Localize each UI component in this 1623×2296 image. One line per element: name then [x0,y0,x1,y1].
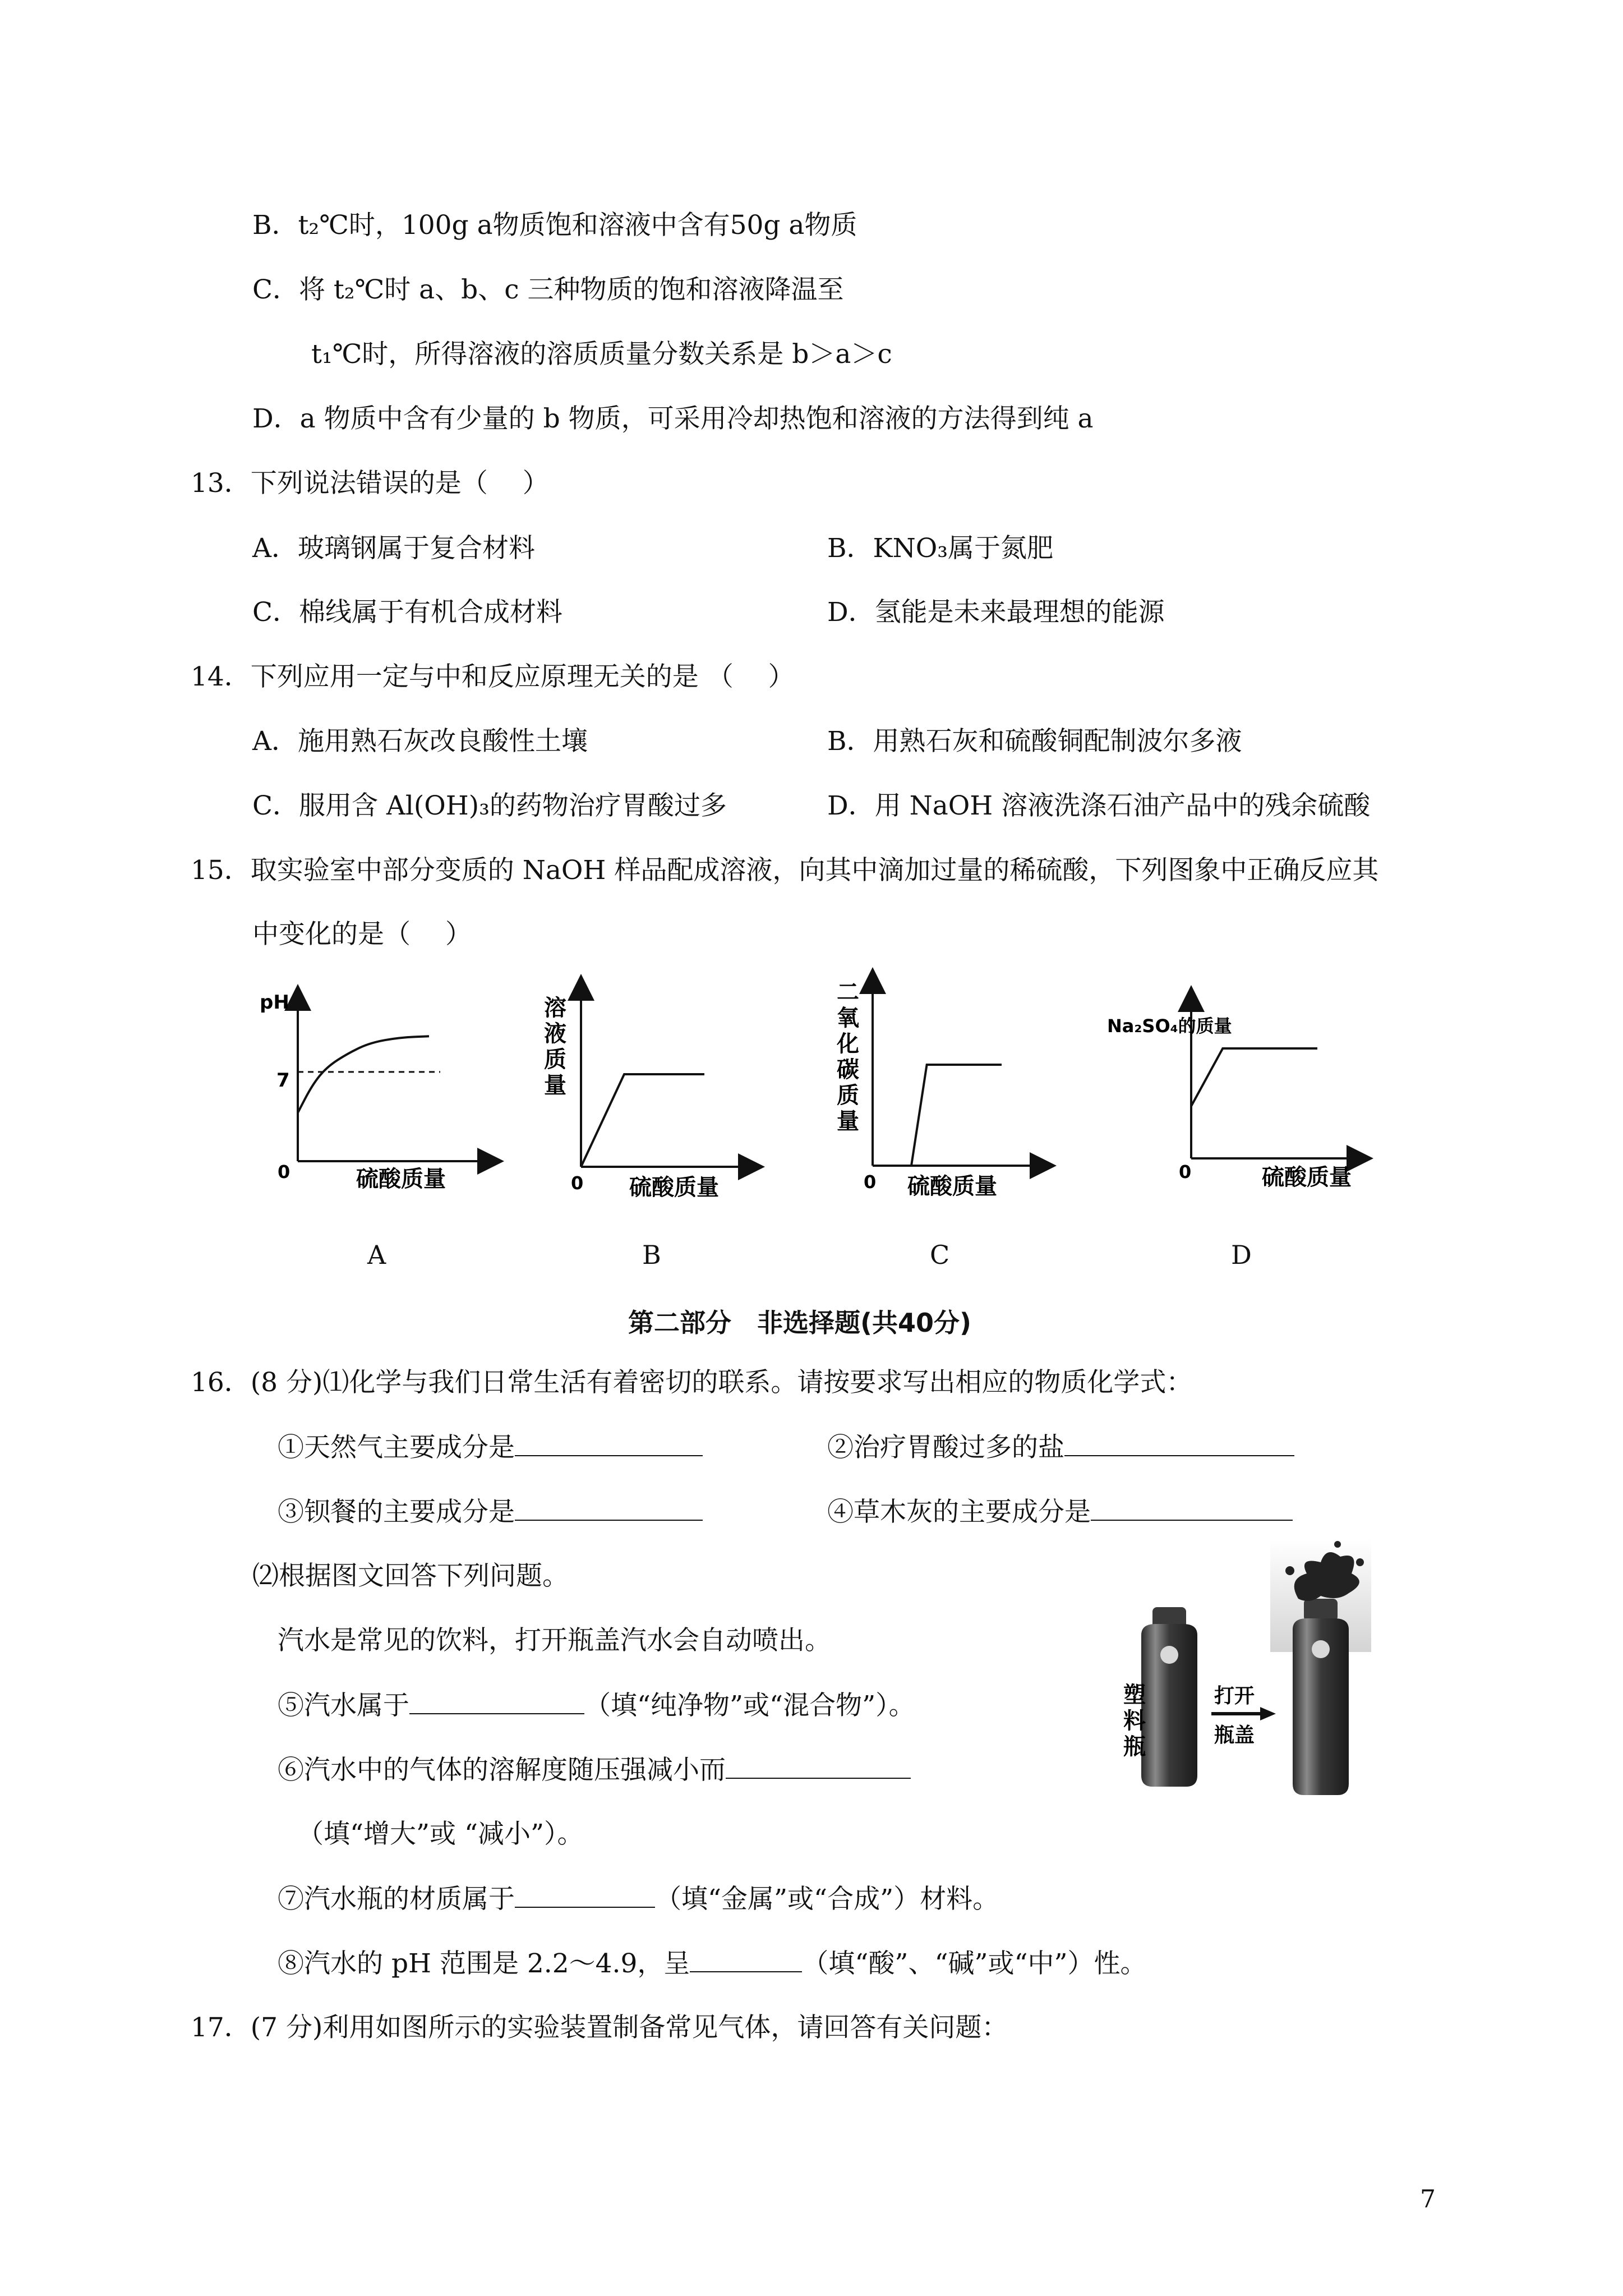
label-char: 质 [837,1083,859,1108]
graph-letter-d: D [1231,1240,1252,1270]
graph-b-svg [527,976,763,1206]
x-axis-label: 硫酸质量 [907,1174,997,1199]
origin-label: 0 [1179,1161,1192,1182]
q16-item-8-hint: （填“酸”、“碱”或“中”）性。 [802,1948,1147,1979]
answer-blank-2[interactable] [1064,1430,1294,1456]
q16-item-1-text: ①天然气主要成分是 [278,1432,515,1463]
label-char: 氧 [837,1005,859,1031]
label-char: 溶 [544,995,566,1021]
label-char: 塑 [1123,1682,1146,1708]
arrow-label-line1: 打开 [1214,1685,1255,1708]
answer-blank-7[interactable] [515,1882,655,1908]
q12-option-d: D．a 物质中含有少量的 b 物质，可采用冷却热饱和溶液的方法得到纯 a [252,403,1094,434]
soda-bottle-figure [1113,1540,1405,1809]
q16-item-6-hint: （填“增大”或 “减小”）。 [297,1819,584,1849]
q16-item-6-text: ⑥汽水中的气体的溶解度随压强减小而 [278,1755,726,1786]
q16-item-1 [278,1430,703,1465]
q13-stem: 13．下列说法错误的是（ ） [191,468,549,499]
q16-item-4-text: ④草木灰的主要成分是 [827,1497,1091,1527]
soda-bottle-icon [1113,1540,1405,1809]
q14-stem: 14．下列应用一定与中和反应原理无关的是 （ ） [191,661,795,692]
page-number: 7 [1420,2185,1436,2214]
q13-option-a: A．玻璃钢属于复合材料 [252,533,535,564]
q16-item-7-hint: （填“金属”或“合成”）材料。 [655,1884,999,1915]
answer-blank-6[interactable] [726,1753,911,1779]
q12-option-b: B．t₂℃时，100g a物质饱和溶液中含有50g a物质 [252,210,857,241]
arrow-label-line2: 瓶盖 [1214,1724,1255,1747]
graph-a-svg [255,987,508,1200]
series-line [873,1065,1002,1166]
answer-blank-5[interactable] [409,1688,584,1714]
series-line [581,1074,704,1167]
answer-blank-4[interactable] [1091,1495,1293,1521]
q16-item-5-hint: （填“纯净物”或“混合物”）。 [584,1690,915,1721]
label-char: 量 [544,1073,566,1098]
label-char: 质 [544,1047,566,1073]
graph-letter-a: A [367,1240,386,1270]
y-axis-label [544,995,566,1098]
q14-option-c: C．服用含 Al(OH)₃的药物治疗胃酸过多 [252,790,727,821]
q14-option-a: A．施用熟石灰改良酸性土壤 [252,726,588,757]
q16-item-4 [827,1495,1293,1529]
answer-blank-1[interactable] [515,1430,703,1456]
label-char: 料 [1123,1708,1146,1734]
label-char: 二 [837,979,859,1005]
q16-item-5-text: ⑤汽水属于 [278,1690,409,1721]
label-char: 液 [544,1021,566,1047]
q16-item-7-text: ⑦汽水瓶的材质属于 [278,1884,515,1915]
series-curve [298,1036,429,1112]
y-axis-label [836,979,859,1134]
ref-tick-label: 7 [276,1069,290,1092]
graph-c [819,969,1054,1205]
x-axis-label: 硫酸质量 [629,1175,719,1200]
q13-option-b: B．KNO₃属于氮肥 [827,533,1054,564]
q16-item-8 [278,1947,1147,1981]
q12-option-c-line1: C．将 t₂℃时 a、b、c 三种物质的饱和溶液降温至 [252,274,844,305]
q16-item-8-text: ⑧汽水的 pH 范围是 2.2～4.9，呈 [278,1948,690,1979]
q16-item-3-text: ③钡餐的主要成分是 [278,1497,515,1527]
q16-item-3 [278,1495,703,1529]
label-char: 化 [837,1031,859,1057]
q14-option-b: B．用熟石灰和硫酸铜配制波尔多液 [827,726,1242,757]
label-char: 瓶 [1123,1734,1146,1760]
series-line [1191,1048,1317,1106]
q15-stem-line1: 15．取实验室中部分变质的 NaOH 样品配成溶液，向其中滴加过量的稀硫酸，下列图象中正确反应其 [191,855,1379,886]
origin-label: 0 [864,1171,877,1193]
graph-d-svg [1105,987,1368,1200]
q15-stem-line2: 中变化的是（ ） [252,919,472,950]
graph-c-svg [819,969,1054,1205]
answer-blank-3[interactable] [515,1495,703,1521]
label-char: 碳 [837,1057,859,1083]
section-2-title: 第二部分 非选择题(共40分) [628,1308,972,1338]
q16-item-7 [278,1882,999,1916]
x-axis-label: 硫酸质量 [1262,1165,1352,1190]
y-axis-label: Na₂SO₄的质量 [1107,1015,1232,1037]
graph-letter-b: B [642,1240,661,1270]
label-char: 量 [837,1108,859,1134]
q16-item-2-text: ②治疗胃酸过多的盐 [827,1432,1064,1463]
q14-option-d: D．用 NaOH 溶液洗涤石油产品中的残余硫酸 [827,790,1371,821]
answer-blank-8[interactable] [690,1947,802,1972]
q16-stem: 16．(8 分)⑴化学与我们日常生活有着密切的联系。请按要求写出相应的物质化学式： [191,1367,1193,1398]
graph-b [527,976,763,1206]
origin-label: 0 [278,1161,291,1182]
q16-item-6 [278,1753,911,1787]
q17-stem: 17．(7 分)利用如图所示的实验装置制备常见气体，请回答有关问题： [191,2012,1008,2043]
graph-d [1105,987,1368,1200]
graph-a [255,987,508,1200]
x-axis-label: 硫酸质量 [356,1166,446,1192]
y-axis-label: pH [260,991,289,1014]
q16-item-5 [278,1688,915,1723]
q13-option-d: D．氢能是未来最理想的能源 [827,597,1165,628]
q13-option-c: C．棉线属于有机合成材料 [252,597,562,628]
graph-letter-c: C [930,1240,950,1270]
q12-option-c-line2: t₁℃时，所得溶液的溶质质量分数关系是 b＞a＞c [311,339,892,370]
origin-label: 0 [571,1172,584,1194]
q16-item-2 [827,1430,1294,1465]
q16-intro: 汽水是常见的饮料，打开瓶盖汽水会自动喷出。 [278,1625,831,1656]
q16-part-2: ⑵根据图文回答下列问题。 [252,1561,569,1591]
